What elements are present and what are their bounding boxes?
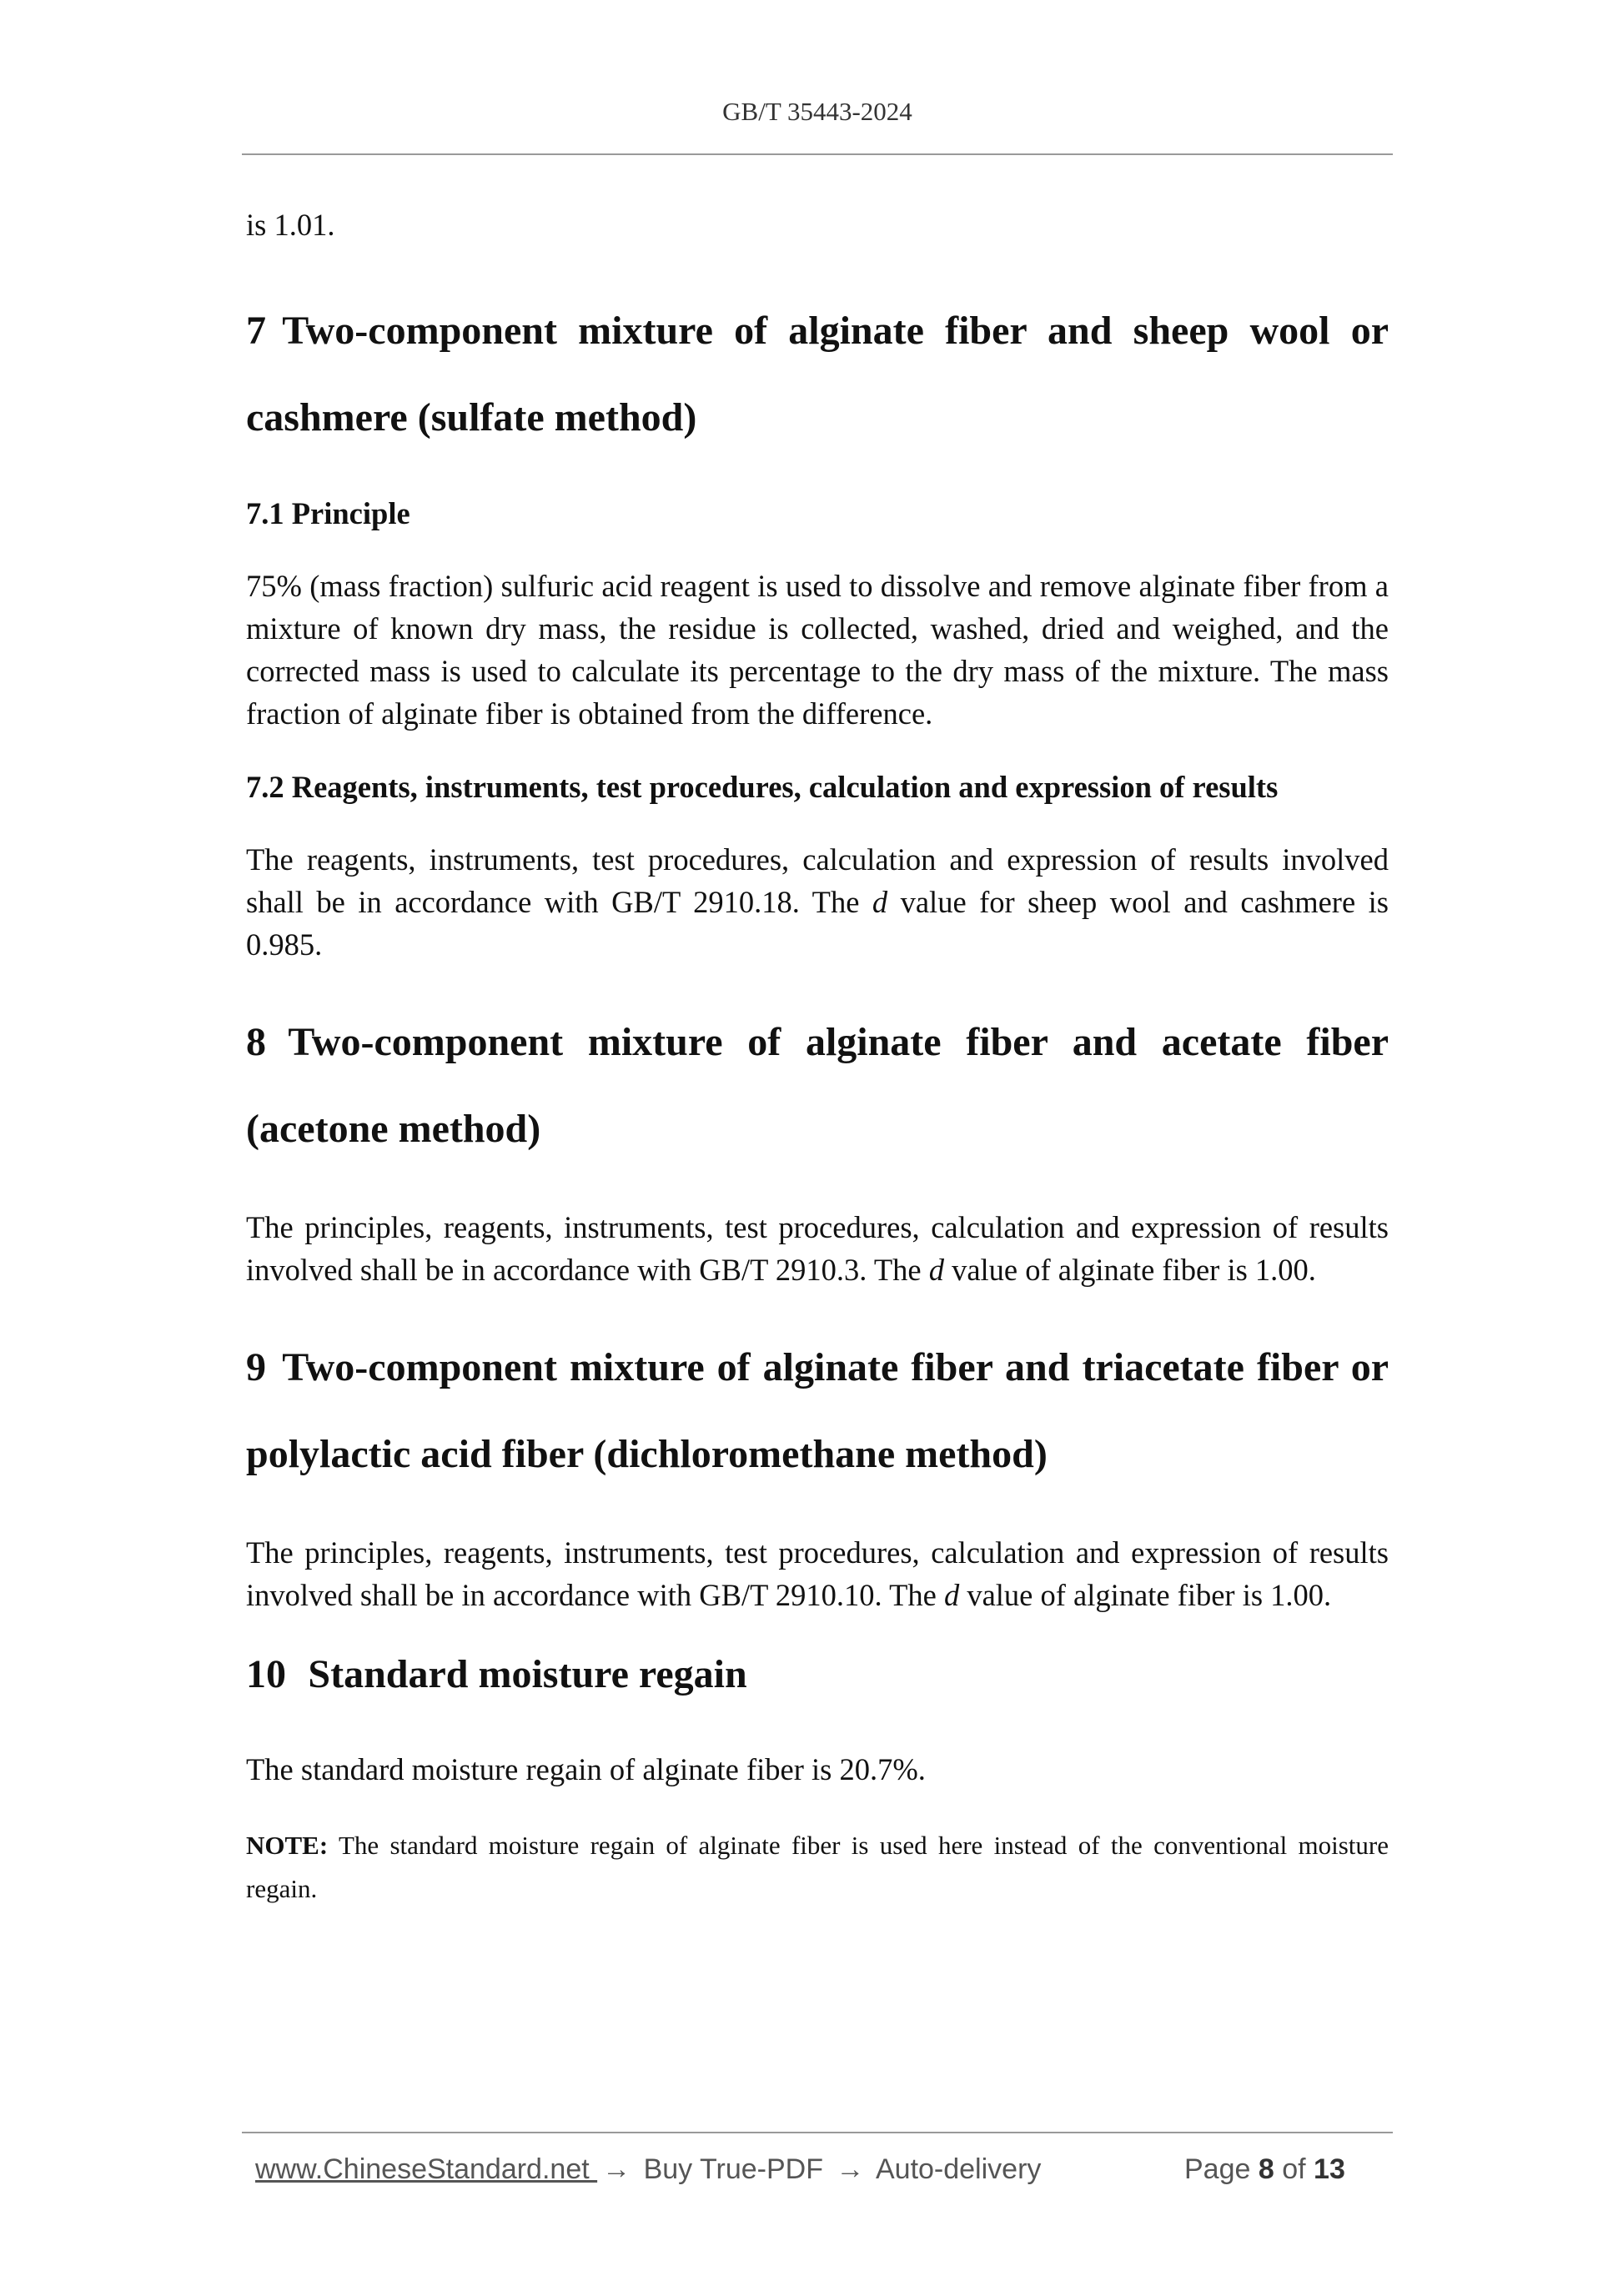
clause-9-heading	[246, 1324, 1389, 1498]
of-word: of	[1282, 2153, 1306, 2185]
clause-9-text	[246, 1531, 1389, 1616]
clause-title: Two-component mixture of alginate fiber and triacetate fiber or polylactic acid fiber (dichloromethane method)	[246, 1345, 1389, 1476]
italic-d: d	[943, 1578, 960, 1612]
arrow-right-icon: →	[836, 2153, 865, 2185]
note	[246, 1824, 1389, 1911]
page-header-standard-code: GB/T 35443-2024	[722, 97, 912, 126]
text-segment: value for sheep wool and cashmere is 0.985.	[246, 885, 1389, 962]
footer-links	[255, 2153, 1041, 2186]
document-body	[246, 203, 1389, 1911]
page-current: 8	[1258, 2153, 1274, 2185]
clause-title: Two-component mixture of alginate fiber and acetate fiber (acetone method)	[246, 1020, 1389, 1151]
text-segment: value of alginate fiber is 1.00.	[943, 1253, 1316, 1287]
note-text: The standard moisture regain of alginate fiber is used here instead of the conventional moisture regain.	[246, 1831, 1389, 1903]
header-divider	[242, 153, 1393, 155]
page-word: Page	[1184, 2153, 1251, 2185]
chinesestandard-link[interactable]: www.ChineseStandard.net	[255, 2153, 598, 2185]
text-segment: value of alginate fiber is 1.00.	[959, 1578, 1332, 1612]
text-segment: The reagents, instruments, test procedures, calculation and expression of results involved shall be in accordance with GB/T 2910.18. The	[246, 842, 1389, 919]
clause-number: 10	[246, 1652, 286, 1696]
page-total: 13	[1314, 2153, 1345, 2185]
subclause-7-2-text	[246, 838, 1389, 966]
clause-10-heading	[246, 1650, 1389, 1700]
clause-8-heading	[246, 999, 1389, 1173]
buy-true-pdf-text: Buy True-PDF	[636, 2153, 832, 2185]
clause-title: Two-component mixture of alginate fiber and sheep wool or cashmere (sulfate method)	[246, 309, 1389, 440]
text-segment: The principles, reagents, instruments, test procedures, calculation and expression of results involved shall be in accordance with GB/T 2910.10. The	[246, 1535, 1389, 1612]
clause-number: 9	[246, 1345, 266, 1389]
clause-title: Standard moisture regain	[308, 1652, 747, 1696]
continuation-text: is 1.01.	[246, 208, 335, 242]
note-label: NOTE:	[246, 1831, 329, 1860]
clause-number: 8	[246, 1020, 266, 1064]
subclause-7-1-text: 75% (mass fraction) sulfuric acid reagent is used to dissolve and remove alginate fiber from a mixture of known dry mass, the residue is collected, washed, dried and weighed, and the corrected mass is used to calculate its percentage to the dry mass of the mixture. The mass fraction of alginate fiber is obtained from the difference.	[246, 569, 1389, 731]
auto-delivery-text: Auto-delivery	[869, 2153, 1042, 2185]
italic-d: d	[928, 1253, 944, 1287]
subclause-7-1-heading: 7.1 Principle	[246, 496, 410, 530]
arrow-right-icon: →	[602, 2153, 631, 2185]
subclause-7-2-heading: 7.2 Reagents, instruments, test procedures, calculation and expression of results	[246, 770, 1279, 804]
clause-8-text	[246, 1206, 1389, 1291]
clause-7-heading	[246, 288, 1389, 461]
clause-10-text: The standard moisture regain of alginate fiber is 20.7%.	[246, 1752, 926, 1786]
page-indicator	[1184, 2153, 1345, 2186]
italic-d: d	[872, 885, 888, 919]
clause-number: 7	[246, 309, 266, 353]
footer-divider	[242, 2132, 1393, 2133]
text-segment: The principles, reagents, instruments, test procedures, calculation and expression of results involved shall be in accordance with GB/T 2910.3. The	[246, 1210, 1389, 1287]
